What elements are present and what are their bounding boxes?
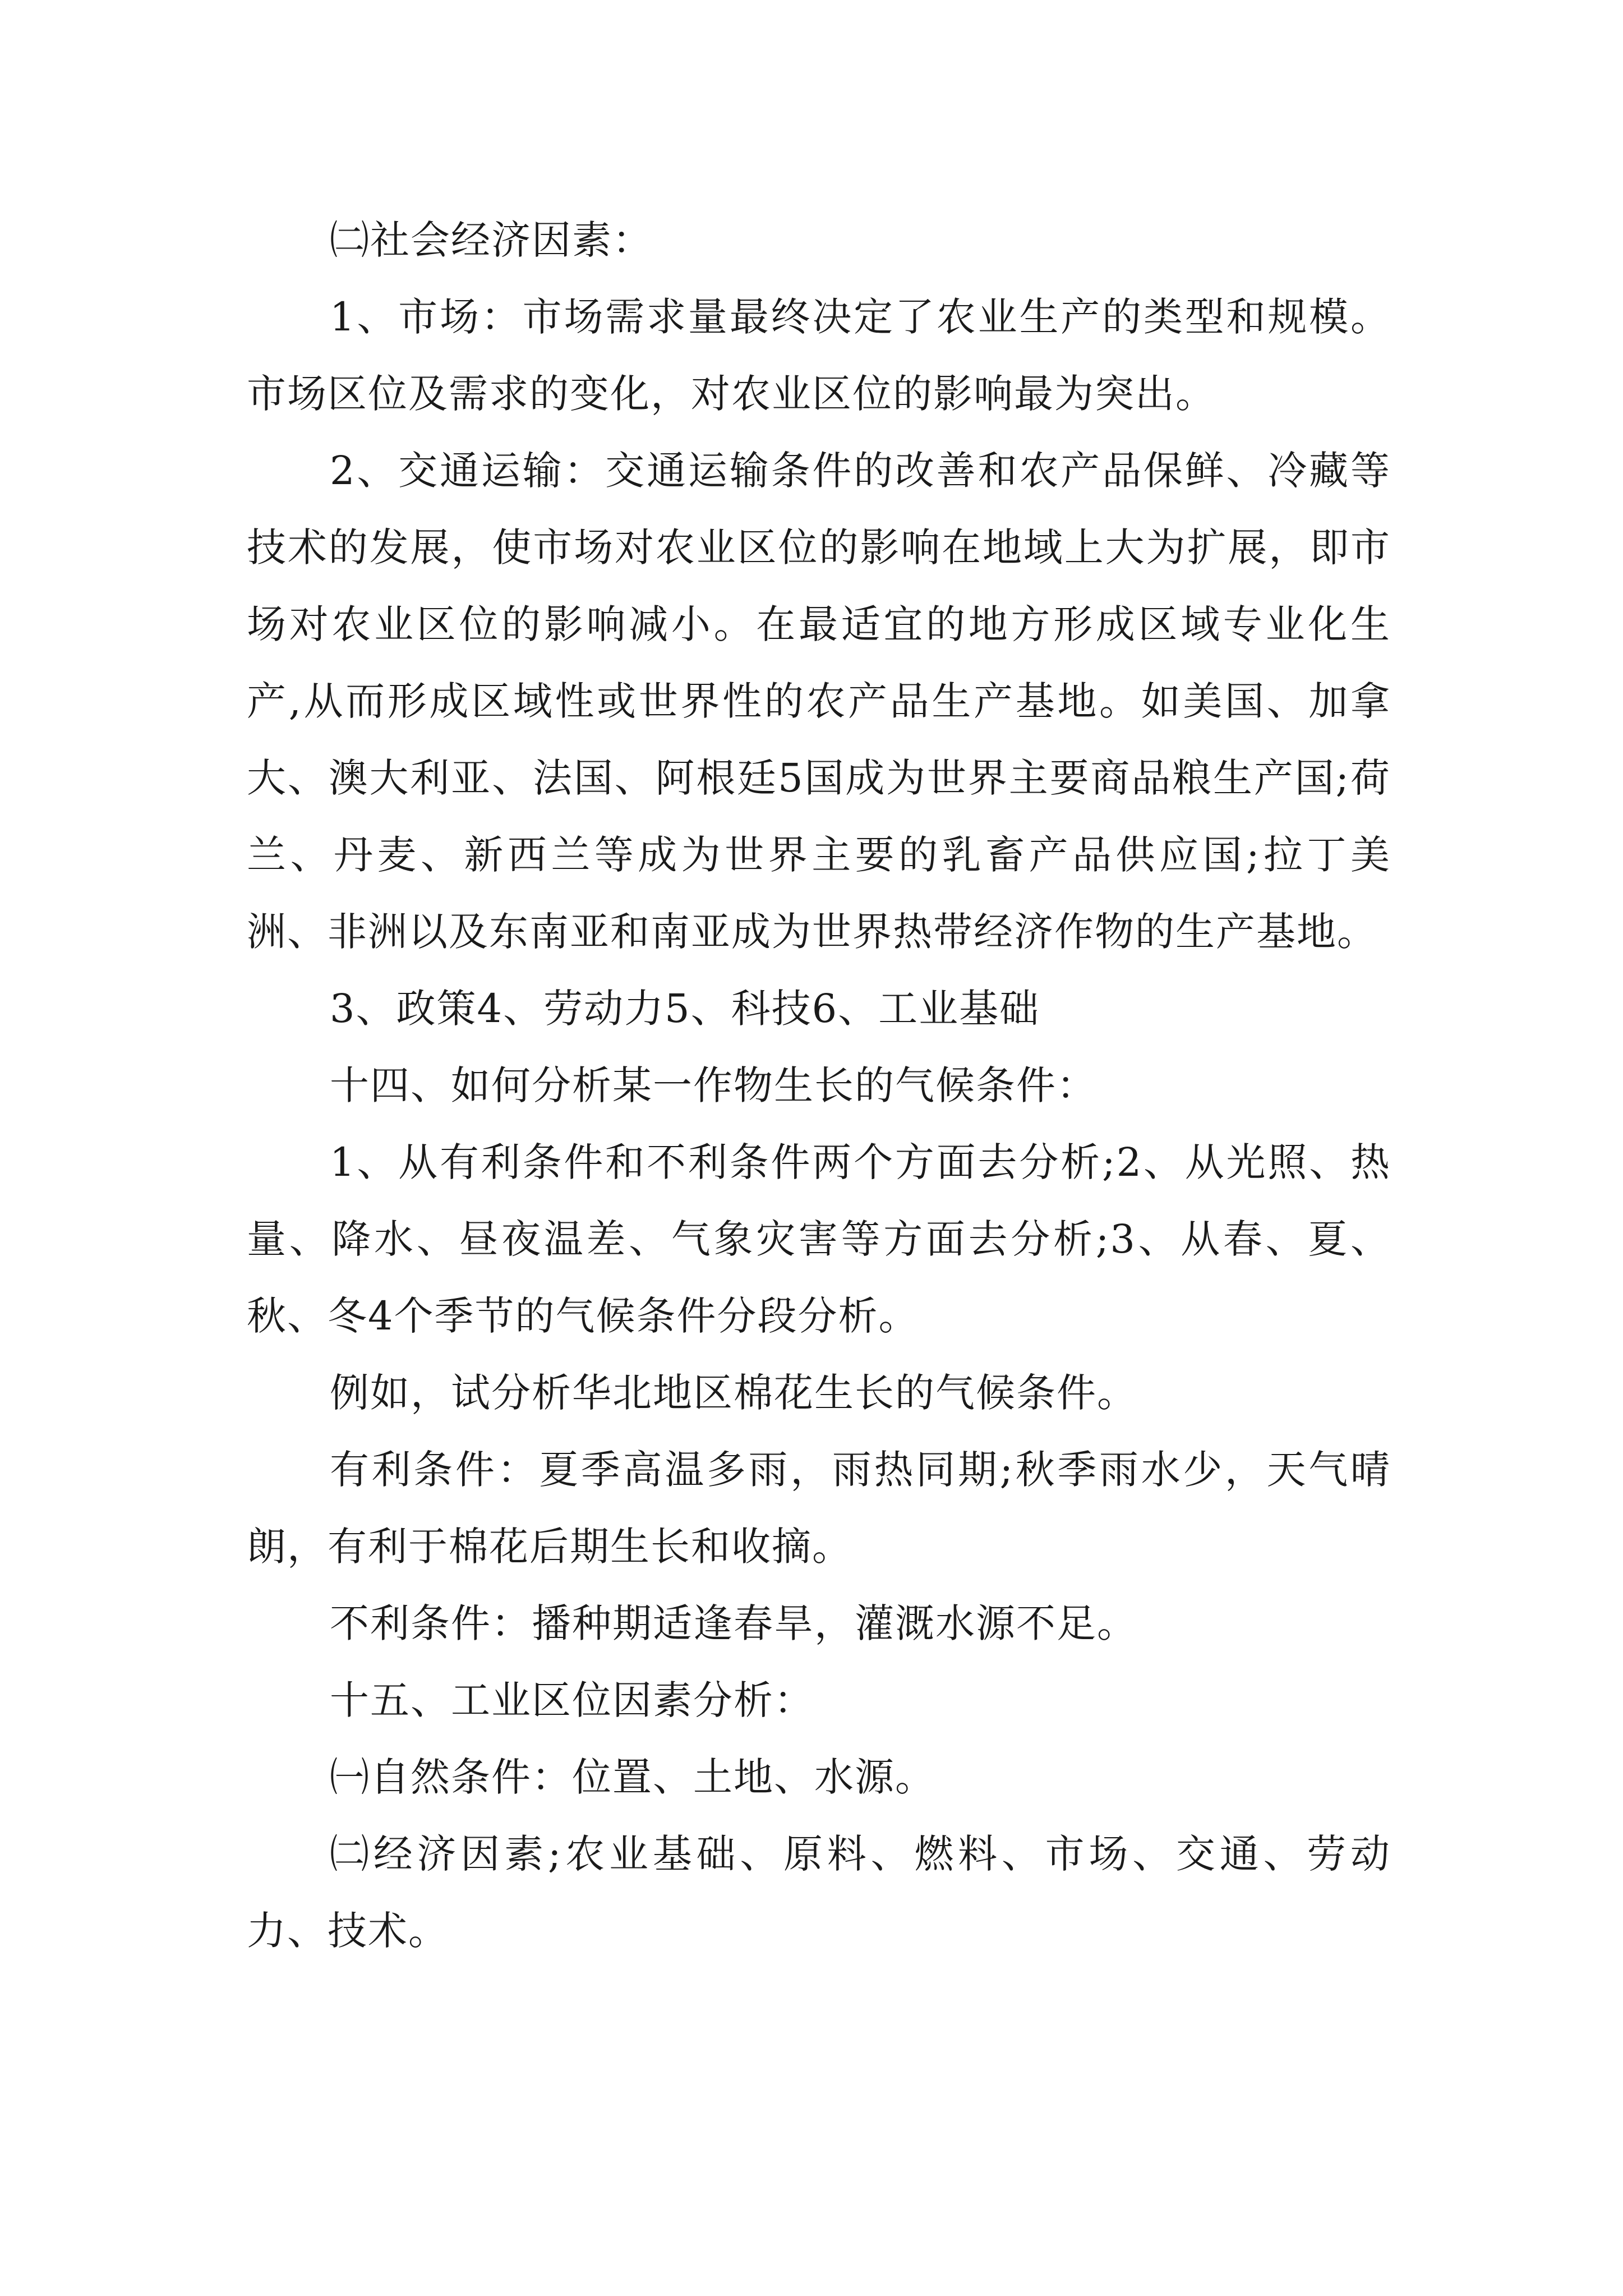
paragraph-analysis-method: 1、从有利条件和不利条件两个方面去分析;2、从光照、热量、降水、昼夜温差、气象灾害等方面去分析;3、从春、夏、秋、冬4个季节的气候条件分段分析。	[247, 1139, 1391, 1339]
heading-climate-analysis: 十四、如何分析某一作物生长的气候条件：	[330, 1062, 1097, 1108]
paragraph-unfavorable: 不利条件：播种期适逢春旱，灌溉水源不足。	[330, 1600, 1137, 1646]
paragraph-favorable: 有利条件：夏季高温多雨，雨热同期;秋季雨水少，天气晴朗，有利于棉花后期生长和收摘。	[247, 1447, 1391, 1570]
document-body	[247, 202, 1391, 1970]
paragraph-other-factors: 3、政策4、劳动力5、科技6、工业基础	[330, 986, 1040, 1032]
paragraph-transport: 2、交通运输：交通运输条件的改善和农产品保鲜、冷藏等技术的发展，使市场对农业区位的影响在地域上大为扩展，即市场对农业区位的影响减小。在最适宜的地方形成区域专业化生产,从而形成区域性或世界性的农产品生产基地。如美国、加拿大、澳大利亚、法国、阿根廷5国成为世界主要商品粮生产国;荷兰、丹麦、新西兰等成为世界主要的乳畜产品供应国;拉丁美洲、非洲以及东南亚和南亚成为世界热带经济作物的生产基地。	[247, 448, 1391, 955]
heading-industrial-location: 十五、工业区位因素分析：	[330, 1677, 814, 1723]
paragraph-example: 例如，试分析华北地区棉花生长的气候条件。	[330, 1370, 1137, 1416]
heading-socioeconomic-factors: ㈡社会经济因素：	[330, 217, 653, 263]
paragraph-natural-conditions: ㈠自然条件：位置、土地、水源。	[330, 1754, 935, 1800]
paragraph-market: 1、市场：市场需求量最终决定了农业生产的类型和规模。市场区位及需求的变化，对农业区位的影响最为突出。	[247, 294, 1391, 417]
paragraph-economic-factors: ㈡经济因素;农业基础、原料、燃料、市场、交通、劳动力、技术。	[247, 1831, 1391, 1954]
